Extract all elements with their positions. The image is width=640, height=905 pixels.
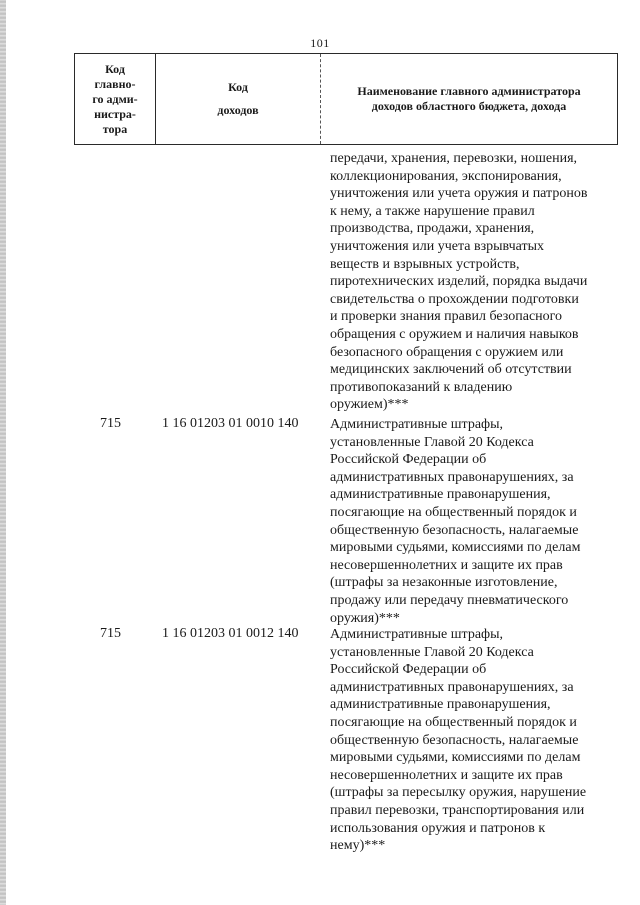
- row-2-admin-code: 715: [100, 626, 121, 641]
- row-1-income-code: 1 16 01203 01 0010 140: [162, 416, 299, 431]
- row-1-admin-code: 715: [100, 416, 121, 431]
- header-income-code-line1: Код: [228, 80, 248, 94]
- row-2-income-code: 1 16 01203 01 0012 140: [162, 626, 299, 641]
- header-name-label: Наименование главного администратора доходов областного бюджета, дохода: [357, 84, 581, 113]
- header-name: [321, 54, 617, 144]
- scan-edge: [0, 0, 6, 905]
- header-admin-code: [75, 54, 156, 144]
- header-income-code: [156, 54, 321, 144]
- page-number: 101: [310, 36, 330, 50]
- table-header: [74, 53, 618, 145]
- continuation-text: передачи, хранения, перевозки, ношения, коллекционирования, экспонирования, уничтожения или учета оружия и патронов к нему, а также нарушение правил производства, продажи, хранения, уничтожения или учета взрывчатых веществ и взрывных устройств, пиротехнических изделий, порядка выдачи свидетельства о прохождении подготовки и проверки знания правил безопасного обращения с оружием и наличия навыков безопасного обращения с оружием или медицинских заключений об отсутствии противопоказаний к владению оружием)***: [330, 151, 588, 413]
- row-2-description: Административные штрафы, установленные Главой 20 Кодекса Российской Федерации об административных правонарушениях, за административные правонарушения, посягающие на общественный порядок и общественную безопасность, налагаемые мировыми судьями, комиссиями по делам несовершеннолетних и защите их прав (штрафы за пересылку оружия, нарушение правил перевозки, транспортирования или использования оружия и патронов к нему)***: [330, 627, 587, 854]
- header-admin-code-label: Код главно- го адми- нистра- тора: [92, 61, 138, 136]
- row-1-description: Административные штрафы, установленные Главой 20 Кодекса Российской Федерации об административных правонарушениях, за административные правонарушения, посягающие на общественный порядок и общественную безопасность, налагаемые мировыми судьями, комиссиями по делам несовершеннолетних и защите их прав (штрафы за незаконные изготовление, продажу или передачу пневматического оружия)***: [330, 417, 581, 626]
- header-income-code-line2: доходов: [217, 103, 259, 117]
